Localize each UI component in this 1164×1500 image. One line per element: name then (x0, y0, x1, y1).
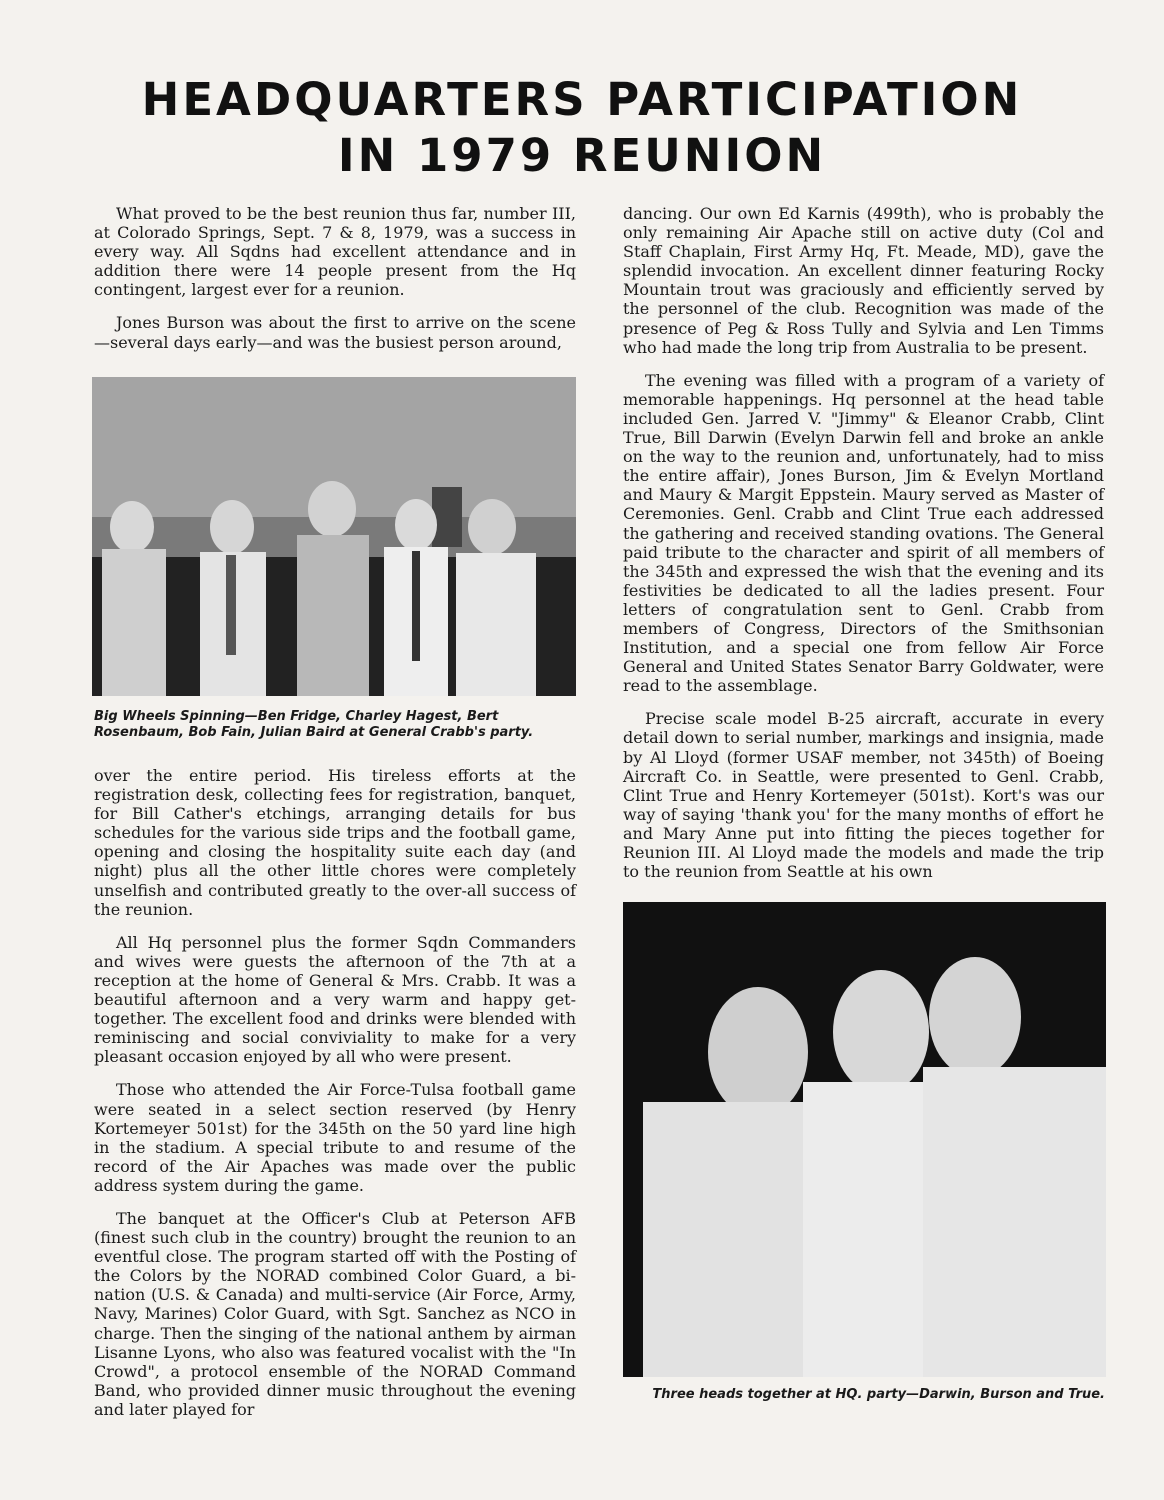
left-column-top (94, 204, 576, 366)
paragraph: Jones Burson was about the first to arrive on the scene —several days early—and was the busiest person around, (94, 313, 576, 352)
photo-caption-2: Three heads together at HQ. party—Darwin, Burson and True. (652, 1387, 1105, 1402)
paragraph: All Hq personnel plus the former Sqdn Commanders and wives were guests the afternoon of the 7th at a reception at the home of General & Mrs. Crabb. It was a beautiful afternoon and a very warm and happy get-together. The excellent food and drinks were blended with reminiscing and social conviviality to make for a very pleasant occasion enjoyed by all who were present. (94, 932, 576, 1067)
paragraph: The evening was filled with a program of a variety of memorable happenings. Hq personnel at the head table included Gen. Jarred V. "Jimmy" & Eleanor Crabb, Clint True, Bill Darwin (Evelyn Darwin fell and broke an ankle on the way to the reunion and, unfortunately, had to miss the entire affair), Jones Burson, Jim & Evelyn Mortland and Maury & Margit Eppstein. Maury served as Master of Ceremonies. Genl. Crabb and Clint True each addressed the gathering and received standing ovations. The General paid tribute to the character and spirit of all members of the 345th and expressed the wish that the evening and its festivities be dedicated to all the ladies present. Four letters of congratulation sent to Genl. Crabb from members of Congress, Directors of the Smithsonian Institution, and a special one from fellow Air Force General and United States Senator Barry Goldwater, were read to the assemblage. (623, 370, 1104, 696)
paragraph: Those who attended the Air Force-Tulsa football game were seated in a select section reserved (by Henry Kortemeyer 501st) for the 345th on the 50 yard line high in the stadium. A special tribute to and resume of the record of the Air Apaches was made over the public address system during the game. (94, 1080, 576, 1195)
title-line-1: HEADQUARTERS PARTICIPATION (141, 73, 1023, 126)
paragraph: dancing. Our own Ed Karnis (499th), who is probably the only remaining Air Apache still on active duty (Col and Staff Chaplain, First Army Hq, Ft. Meade, MD), gave the splendid invocation. An excellent dinner featuring Rocky Mountain trout was graciously and efficiently served by the personnel of the club. Recognition was made of the presence of Peg & Ross Tully and Sylvia and Len Timms who had made the long trip from Australia to be present. (623, 204, 1104, 357)
three-men-photo (623, 902, 1106, 1377)
group-photo-illustration (92, 377, 576, 696)
right-column (623, 204, 1104, 895)
photo-caption-1: Big Wheels Spinning—Ben Fridge, Charley Hagest, Bert Rosenbaum, Bob Fain, Julian Baird at General Crabb's party. (94, 709, 534, 740)
paragraph: What proved to be the best reunion thus far, number III, at Colorado Springs, Sept. 7 & 8, 1979, was a success in every way. All Sqdns had excellent attendance and in addition there were 14 people present from the Hq contingent, largest ever for a reunion. (94, 204, 576, 300)
paragraph: The banquet at the Officer's Club at Peterson AFB (finest such club in the country) brought the reunion to an eventful close. The program started off with the Posting of the Colors by the NORAD combined Color Guard, a bi-nation (U.S. & Canada) and multi-service (Air Force, Army, Navy, Marines) Color Guard, with Sgt. Sanchez as NCO in charge. Then the singing of the national anthem by airman Lisanne Lyons, who also was featured vocalist with the "In Crowd", a protocol ensemble of the NORAD Command Band, who provided dinner music throughout the evening and later played for (94, 1208, 576, 1419)
left-column-bottom (94, 766, 576, 1433)
paragraph: over the entire period. His tireless efforts at the registration desk, collecting fees for registration, banquet, for Bill Cather's etchings, arranging details for bus schedules for the various side trips and the football game, opening and closing the hospitality suite each day (and night) plus all the other little chores were completely unselfish and contributed greatly to the over-all success of the reunion. (94, 766, 576, 919)
paragraph: Precise scale model B-25 aircraft, accurate in every detail down to serial number, markings and insignia, made by Al Lloyd (former USAF member, not 345th) of Boeing Aircraft Co. in Seattle, were presented to Genl. Crabb, Clint True and Henry Kortemeyer (501st). Kort's was our way of saying 'thank you' for the many months of effort he and Mary Anne put into fitting the pieces together for Reunion III. Al Lloyd made the models and made the trip to the reunion from Seattle at his own (623, 709, 1104, 882)
title-line-2: IN 1979 REUNION (337, 129, 827, 182)
group-photo-five-men (92, 377, 576, 696)
page-title (60, 72, 1104, 184)
three-men-illustration (623, 902, 1106, 1377)
